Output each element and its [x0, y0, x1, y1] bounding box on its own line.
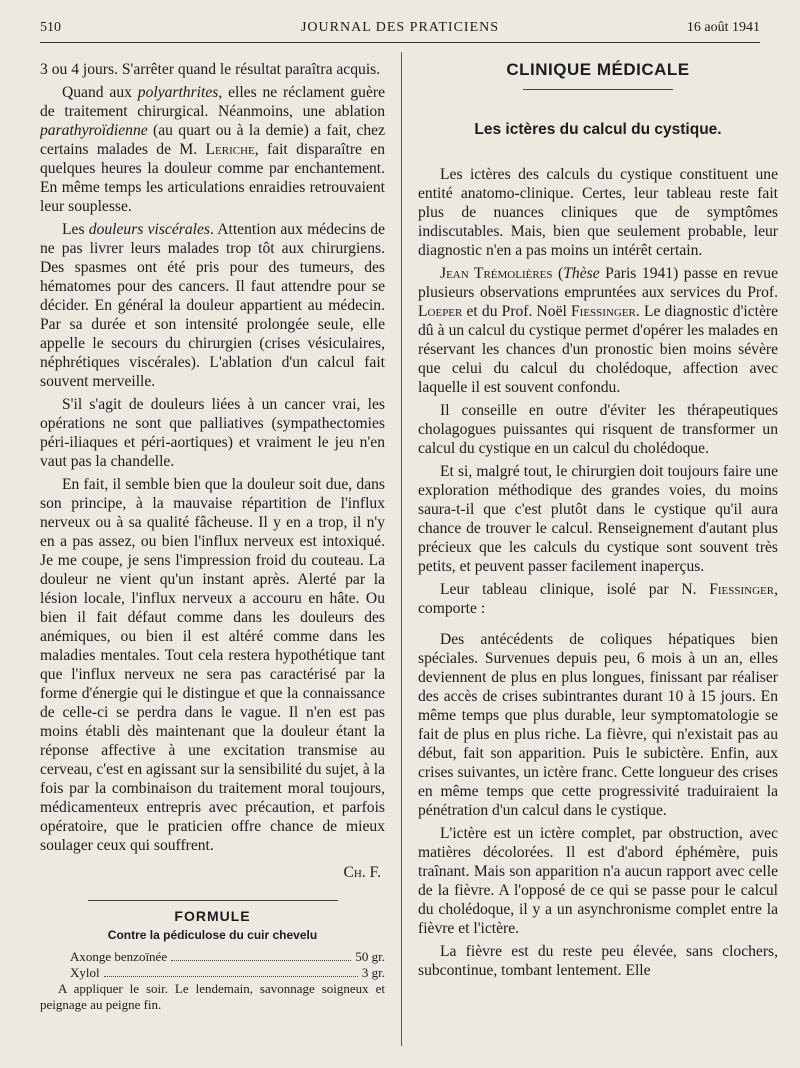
section-rule: [523, 89, 673, 90]
formula-box: [40, 900, 385, 1013]
formula-ingredient: Xylol 3 gr.: [70, 965, 385, 980]
left-column: [40, 60, 385, 1046]
paragraph: 3 ou 4 jours. S'arrêter quand le résultat paraîtra acquis.: [40, 61, 381, 78]
paragraph: S'il s'agit de douleurs liées à un cancer vrai, les opérations ne sont que palliatives (sympathectomies péri-iliaques et péri-aortiques) et vraiment le jeu n'en vaut pas la chandelle.: [40, 396, 385, 470]
page-number: 510: [40, 20, 61, 35]
paragraph: L'ictère est un ictère complet, par obstruction, avec matières décolorées. Il est d'abord éphémère, puis traînant. Mais son apparition n'a aucun rapport avec celle de la fièvre. A l'opposé de ce qui se passe pour le calcul du cholédoque, il y a un asynchronisme complet entre la fièvre et l'ictère.: [418, 825, 778, 937]
paragraph: Des antécédents de coliques hépatiques bien spéciales. Survenues depuis peu, 6 mois à un an, elles deviennent de plus en plus longues, finissant par réaliser des accès de crises subintrantes durant 10 à 15 jours. En même temps que plus durable, leur symptomatologie se fait de plus en plus riche. La fièvre, qui n'existait pas au début, fait son apparition. Puis le subictère. Enfin, aux crises suivantes, un ictère franc. Cette longueur des crises en même temps que cette progressivité traduiraient la pénétration d'un calcul dans le cystique.: [418, 631, 778, 819]
article-title: Les ictères du calcul du cystique.: [474, 121, 722, 138]
paragraph: Il conseille en outre d'éviter les thérapeutiques cholagogues puissantes qui risquent de transformer un calcul du cystique en un calcul du cholédoque.: [418, 402, 778, 457]
formula-title: FORMULE: [174, 908, 251, 924]
right-column: [418, 60, 778, 1046]
paragraph: Quand aux polyarthrites, elles ne réclament guère de traitement chirurgical. Néanmoins, une ablation parathyroïdienne (au quart ou à la demie) a fait, chez certains malades de M. Leriche, fait disparaître en quelques heures la douleur comme par enchantement. En même temps les articulations enraidies retrouvaient leur souplesse.: [40, 84, 385, 215]
paragraph: Les douleurs viscérales. Attention aux médecins de ne pas livrer leurs malades trop tôt aux chirurgiens. Des spasmes ont été pris pour des tumeurs, des hématomes pour des cancers. Il faut attendre pour se décider. En général la douleur appartient au médecin. Par sa durée et son intensité prolongée seule, elle appelle le secours du chirurgien (crises vésiculaires, néphrétiques viscérales). L'ablation d'un calcul fait souvent merveille.: [40, 221, 385, 390]
author-signature: Ch. F.: [343, 864, 381, 881]
paragraph: Et si, malgré tout, le chirurgien doit toujours faire une exploration méthodique des grandes voies, du moins saura-t-il que c'est plutôt dans le cystique qu'il aura chance de trouver le calcul. Renseignement d'autant plus précieux que les calculs du cystique sont souvent très petits, et peuvent passer facilement inaperçus.: [418, 463, 778, 575]
formula-subtitle: Contre la pédiculose du cuir chevelu: [107, 928, 318, 942]
formula-ingredient: Axonge benzoïnée 50 gr.: [70, 949, 385, 964]
section-heading: CLINIQUE MÉDICALE: [506, 60, 690, 79]
issue-date: 16 août 1941: [686, 20, 760, 35]
paragraph: Leur tableau clinique, isolé par N. Fiessinger, comporte :: [418, 581, 778, 617]
column-divider: [401, 52, 402, 1046]
paragraph: Jean Trémolières (Thèse Paris 1941) passe en revue plusieurs observations empruntées aux services du Prof. Loeper et du Prof. Noël Fiessinger. Le diagnostic d'ictère dû à un calcul du cystique permet d'opérer les malades en réservant les chances d'un pronostic bien moins sévère que celui du calcul du cholédoque, affection avec laquelle il est souvent confondu.: [418, 265, 778, 396]
journal-title: JOURNAL DES PRATICIENS: [300, 20, 500, 35]
page-header: [40, 16, 760, 43]
formula-rule: [88, 900, 338, 901]
paragraph: La fièvre est du reste peu élevée, sans clochers, subcontinue, tombant lentement. Elle: [418, 943, 778, 979]
paragraph: En fait, il semble bien que la douleur soit due, dans son principe, à la mauvaise répartition de l'influx nerveux ou à sa qualité fâcheuse. Il y en a trop, il n'y en a pas assez, ou bien l'influx nerveux est intoxiqué. Je me coupe, je sens l'impression froid du couteau. La douleur ne vient qu'un instant après. Alerté par la lésion locale, l'influx nerveux a accouru en hâte. Ou bien il fait défaut comme dans les douleurs des anémiques, ou bien il est altéré comme dans les maladies mentales. Tout cela restera hypothétique tant que l'influx nerveux ne sera pas caractérisé par la forme d'énergie qui le distingue et que la connaissance de celle-ci se perdra dans le vague. Il n'en est pas moins établi dès maintenant que la douleur étant la réponse affective à une excitation transmise au cerveau, c'est en agissant sur la sensibilité du sujet, à la fois par la combinaison du traitement moral toujours, médicamenteux entrepris avec précaution, et parfois opératoire, que le praticien offre chance de mieux soulager ceux qui souffrent.: [40, 476, 385, 854]
formula-instructions: A appliquer le soir. Le lendemain, savonnage soigneux et peignage au peigne fin.: [40, 981, 385, 1012]
paragraph: Les ictères des calculs du cystique constituent une entité anatomo-clinique. Certes, leur tableau reste fait plus de nuances cliniques que de symptômes indiscutables. Mais, bien que seulement probable, leur diagnostic n'en a pas moins un intérêt certain.: [418, 166, 778, 259]
